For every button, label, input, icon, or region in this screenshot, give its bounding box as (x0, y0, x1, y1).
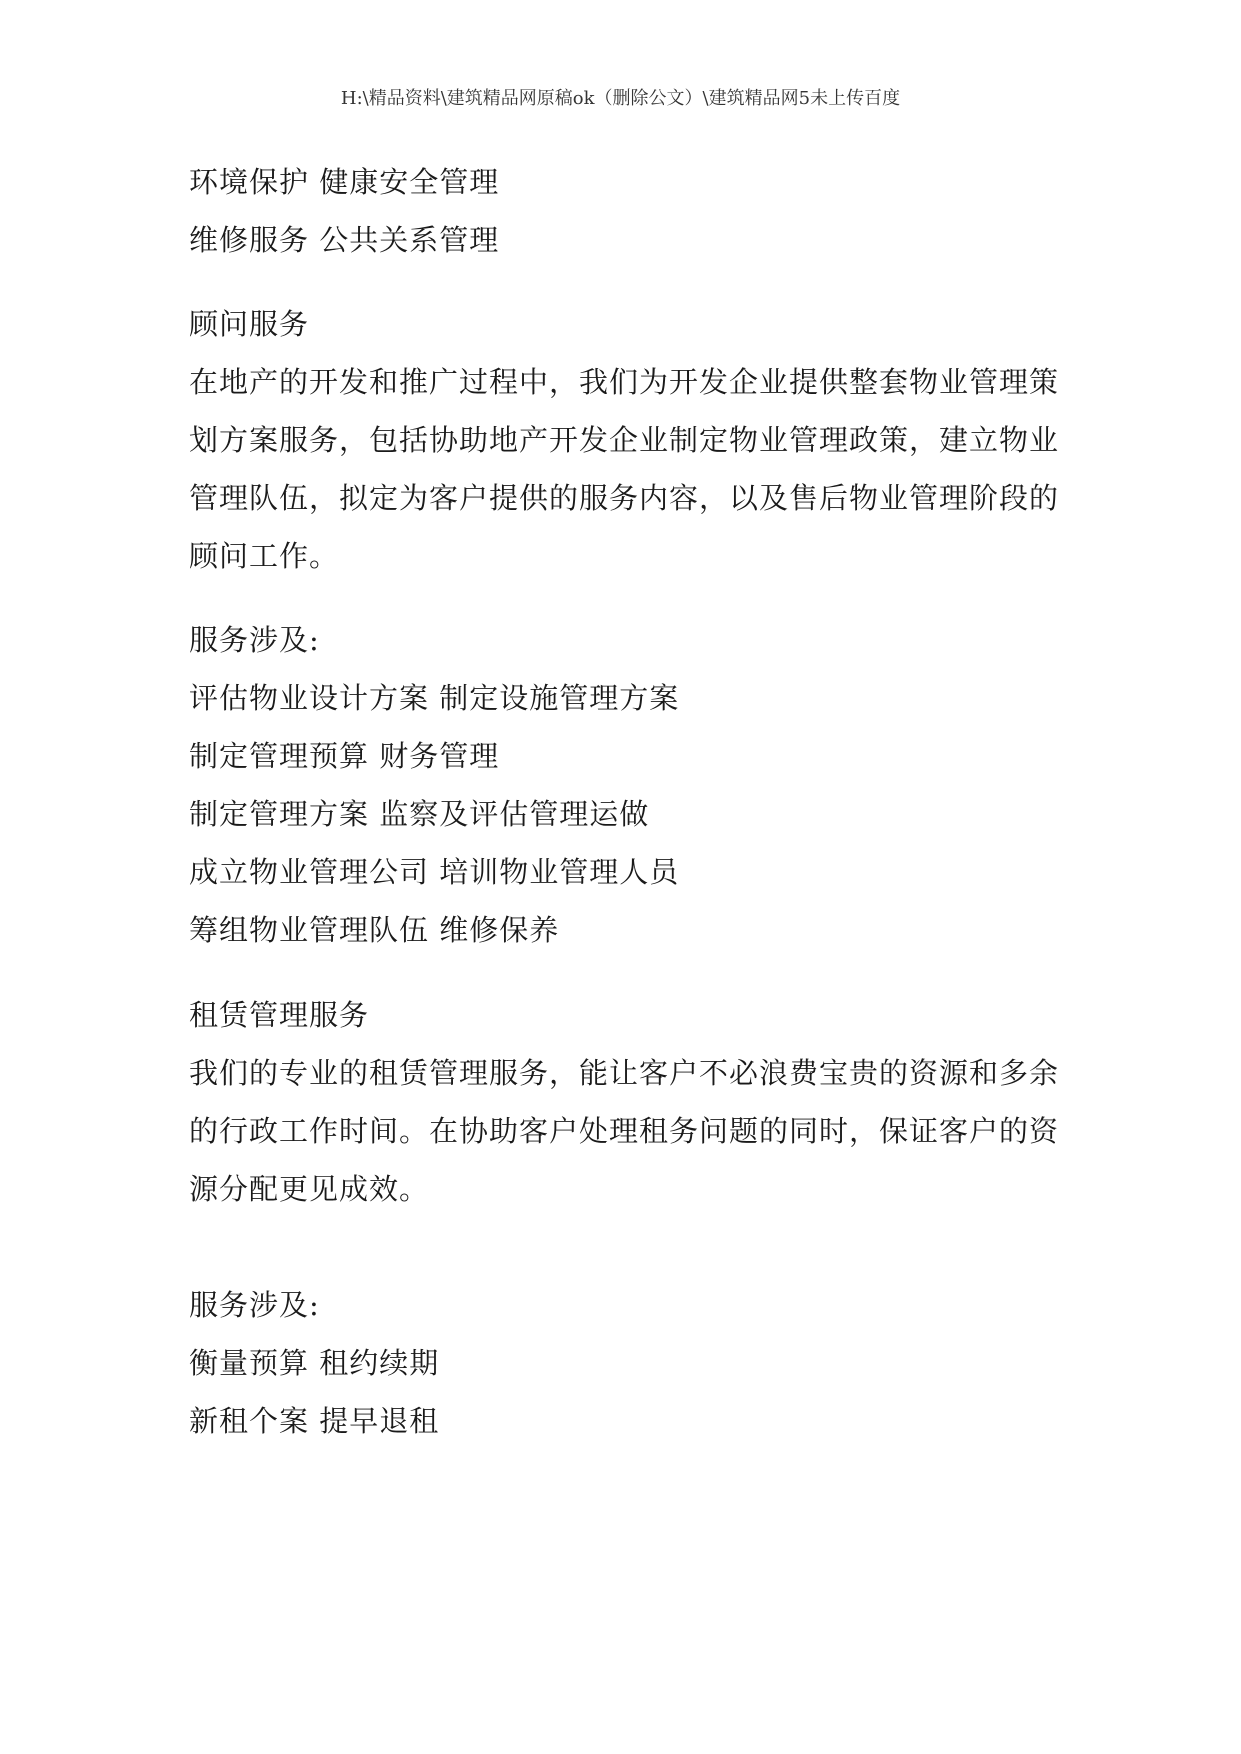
paragraph-line: 管理队伍，拟定为客户提供的服务内容，以及售后物业管理阶段的 (189, 481, 1060, 515)
list-item: 维修服务 公共关系管理 (189, 223, 500, 257)
list-item: 衡量预算 租约续期 (189, 1346, 440, 1380)
scope-label: 服务涉及: (189, 1288, 320, 1322)
list-item: 环境保护 健康安全管理 (189, 165, 500, 199)
section-heading-leasing: 租赁管理服务 (189, 998, 370, 1032)
paragraph-line: 顾问工作。 (189, 539, 340, 573)
section-heading-consulting: 顾问服务 (189, 307, 310, 341)
list-item: 成立物业管理公司 培训物业管理人员 (189, 855, 680, 889)
file-path-header: H:\精品资料\建筑精品网原稿ok（删除公文）\建筑精品网5未上传百度 (340, 88, 901, 109)
scope-label: 服务涉及: (189, 623, 320, 657)
list-item: 筹组物业管理队伍 维修保养 (189, 913, 560, 947)
paragraph-line: 我们的专业的租赁管理服务，能让客户不必浪费宝贵的资源和多余 (189, 1056, 1060, 1090)
paragraph-line: 在地产的开发和推广过程中，我们为开发企业提供整套物业管理策 (189, 365, 1060, 399)
list-item: 评估物业设计方案 制定设施管理方案 (189, 681, 680, 715)
paragraph-line: 源分配更见成效。 (189, 1172, 430, 1206)
paragraph-line: 的行政工作时间。在协助客户处理租务问题的同时，保证客户的资 (189, 1114, 1060, 1148)
paragraph-line: 划方案服务，包括协助地产开发企业制定物业管理政策，建立物业 (189, 423, 1060, 457)
list-item: 制定管理方案 监察及评估管理运做 (189, 797, 650, 831)
list-item: 制定管理预算 财务管理 (189, 739, 500, 773)
list-item: 新租个案 提早退租 (189, 1404, 440, 1438)
